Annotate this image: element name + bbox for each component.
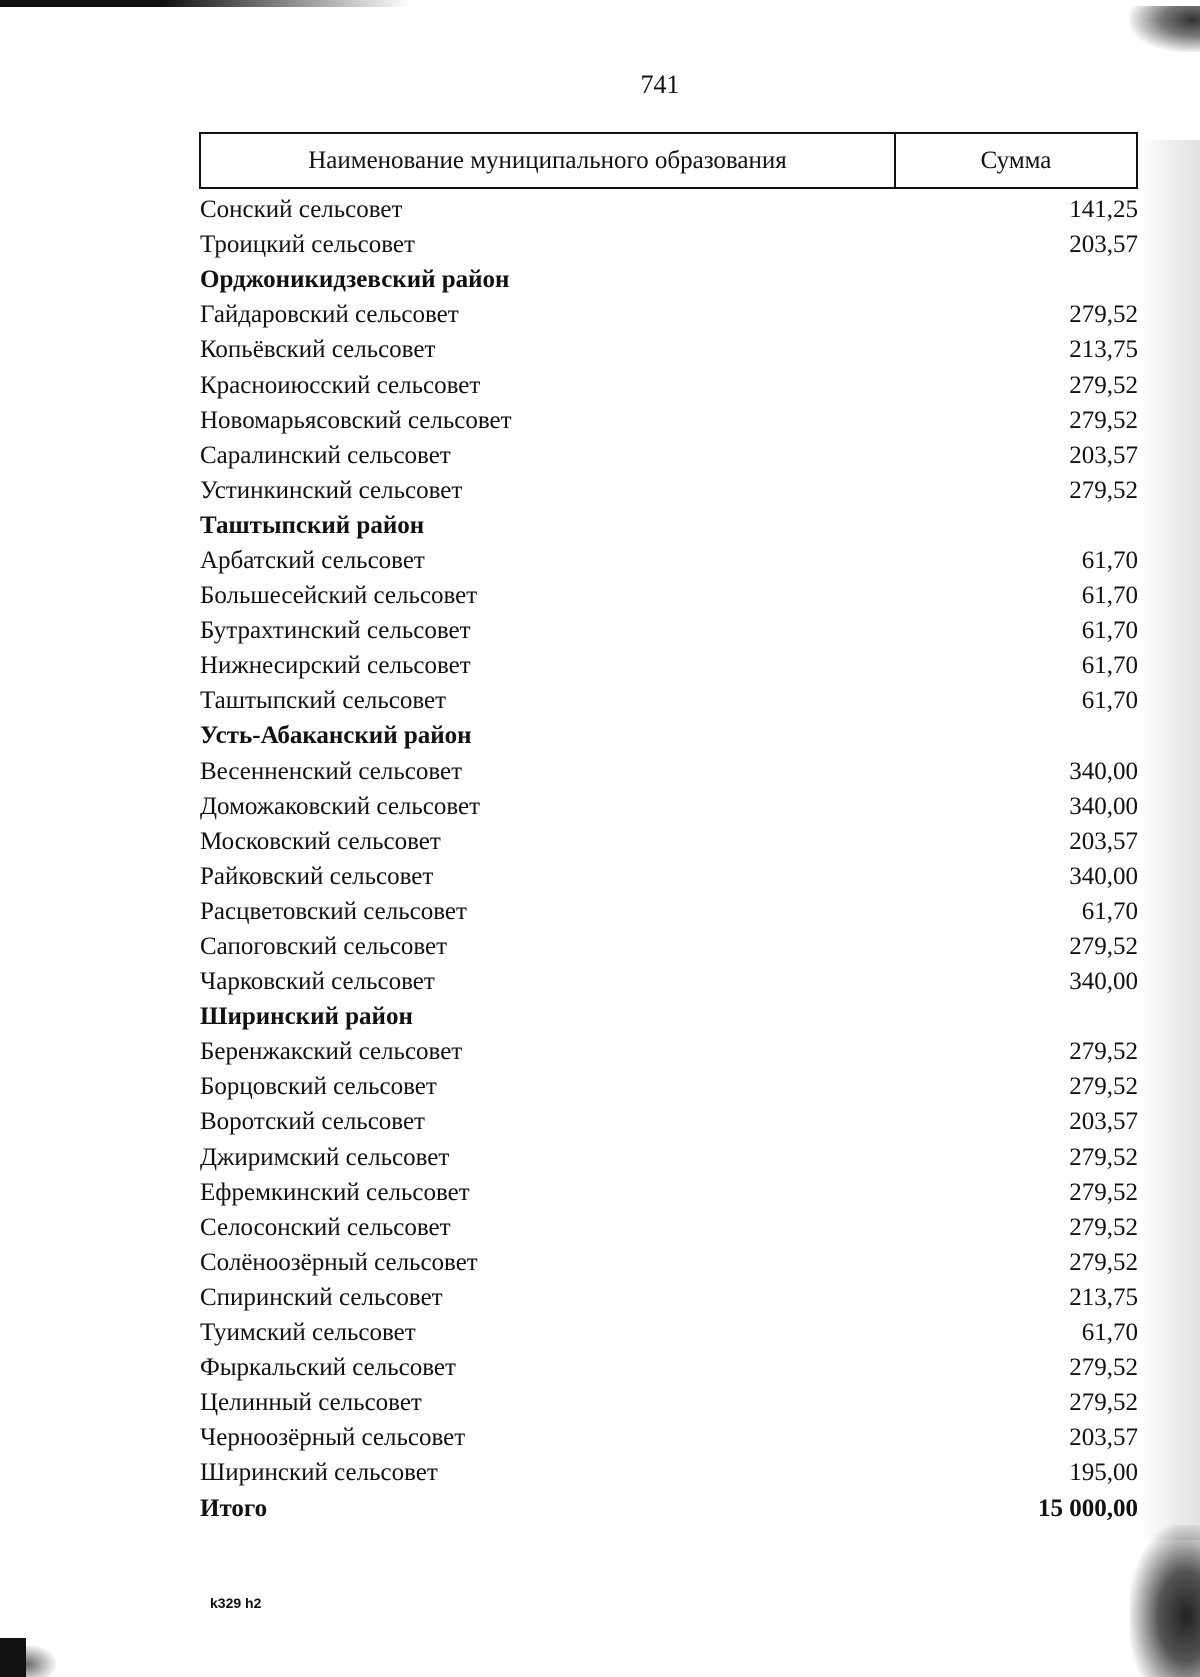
table-row bbox=[200, 438, 1139, 473]
municipality-name: Целинный сельсовет bbox=[200, 1389, 422, 1417]
table-row bbox=[200, 859, 1139, 894]
municipality-name: Фыркальский сельсовет bbox=[200, 1354, 456, 1382]
municipality-name: Борцовский сельсовет bbox=[200, 1073, 437, 1101]
amount-cell: 61,70 bbox=[1081, 1319, 1138, 1347]
table-row bbox=[200, 367, 1139, 402]
table-row bbox=[200, 1280, 1139, 1315]
municipality-name: Селосонский сельсовет bbox=[200, 1213, 451, 1241]
amount-cell: 203,57 bbox=[1069, 1108, 1138, 1136]
table-row bbox=[200, 789, 1139, 824]
district-name: Орджоникидзевский район bbox=[200, 266, 510, 294]
municipality-name: Большесейский сельсовет bbox=[200, 582, 478, 610]
amount-cell: 213,75 bbox=[1069, 1283, 1138, 1311]
table-row bbox=[200, 754, 1139, 789]
municipality-name: Гайдаровский сельсовет bbox=[200, 301, 459, 329]
amount-cell: 203,57 bbox=[1069, 231, 1138, 259]
amount-cell: 340,00 bbox=[1069, 792, 1138, 820]
table-row bbox=[200, 543, 1139, 578]
district-heading-row bbox=[200, 999, 1139, 1034]
table-row bbox=[200, 1245, 1139, 1280]
page-number: 741 bbox=[640, 70, 680, 99]
amount-cell: 61,70 bbox=[1081, 617, 1138, 645]
municipality-name: Спиринский сельсовет bbox=[200, 1283, 443, 1311]
amount-cell: 195,00 bbox=[1069, 1459, 1138, 1487]
municipality-name: Московский сельсовет bbox=[200, 827, 441, 855]
table-row bbox=[200, 964, 1139, 999]
municipality-name: Туимский сельсовет bbox=[200, 1319, 416, 1347]
table-row bbox=[200, 613, 1139, 648]
municipality-name: Ефремкинский сельсовет bbox=[200, 1178, 470, 1206]
municipality-name: Таштыпский сельсовет bbox=[200, 687, 446, 715]
district-name: Усть-Абаканский район bbox=[200, 722, 472, 750]
amount-cell: 61,70 bbox=[1081, 652, 1138, 680]
amount-cell: 279,52 bbox=[1069, 1354, 1138, 1382]
district-heading-row bbox=[200, 262, 1139, 297]
table-row bbox=[200, 332, 1139, 367]
district-name: Таштыпский район bbox=[200, 511, 425, 539]
district-name: Ширинский район bbox=[200, 1003, 413, 1031]
table-row bbox=[200, 1034, 1139, 1069]
table-row bbox=[200, 192, 1139, 227]
total-amount: 15 000,00 bbox=[1038, 1494, 1138, 1522]
amount-cell: 213,75 bbox=[1069, 336, 1138, 364]
municipality-name: Райковский сельсовет bbox=[200, 862, 434, 890]
table-row bbox=[200, 1315, 1139, 1350]
table-row bbox=[200, 403, 1139, 438]
municipality-name: Расцветовский сельсовет bbox=[200, 897, 467, 925]
table-body bbox=[200, 192, 1139, 1526]
scan-artifact-top-bar bbox=[0, 0, 410, 7]
municipality-name: Солёноозёрный сельсовет bbox=[200, 1248, 478, 1276]
municipality-name: Новомарьясовский сельсовет bbox=[200, 406, 512, 434]
municipality-name: Воротский сельсовет bbox=[200, 1108, 425, 1136]
municipality-name: Доможаковский сельсовет bbox=[200, 792, 481, 820]
amount-cell: 340,00 bbox=[1069, 862, 1138, 890]
table-row bbox=[200, 1175, 1139, 1210]
amount-cell: 279,52 bbox=[1069, 371, 1138, 399]
municipality-name: Саралинский сельсовет bbox=[200, 441, 451, 469]
amount-cell: 279,52 bbox=[1069, 1038, 1138, 1066]
table-row bbox=[200, 1104, 1139, 1139]
amount-cell: 279,52 bbox=[1069, 1143, 1138, 1171]
district-heading-row bbox=[200, 508, 1139, 543]
scan-artifact-top-right bbox=[1130, 6, 1200, 52]
total-label: Итого bbox=[200, 1494, 268, 1522]
amount-cell: 279,52 bbox=[1069, 933, 1138, 961]
municipality-name: Чарковский сельсовет bbox=[200, 968, 435, 996]
municipality-name: Ширинский сельсовет bbox=[200, 1459, 438, 1487]
amount-cell: 279,52 bbox=[1069, 1213, 1138, 1241]
amount-cell: 340,00 bbox=[1069, 968, 1138, 996]
amount-cell: 203,57 bbox=[1069, 441, 1138, 469]
municipality-name: Устинкинский сельсовет bbox=[200, 476, 463, 504]
municipality-name: Копьёвский сельсовет bbox=[200, 336, 436, 364]
district-heading-row bbox=[200, 718, 1139, 753]
amount-cell: 141,25 bbox=[1069, 196, 1138, 224]
table-row bbox=[200, 1140, 1139, 1175]
amount-cell: 279,52 bbox=[1069, 476, 1138, 504]
municipality-name: Троицкий сельсовет bbox=[200, 231, 415, 259]
column-header-name: Наименование муниципального образования bbox=[201, 134, 896, 187]
amount-cell: 279,52 bbox=[1069, 1178, 1138, 1206]
municipality-name: Джиримский сельсовет bbox=[200, 1143, 450, 1171]
table-row bbox=[200, 1420, 1139, 1455]
table-row bbox=[200, 1210, 1139, 1245]
municipality-name: Сапоговский сельсовет bbox=[200, 933, 448, 961]
amount-cell: 61,70 bbox=[1081, 546, 1138, 574]
amount-cell: 340,00 bbox=[1069, 757, 1138, 785]
municipality-name: Красноиюсский сельсовет bbox=[200, 371, 481, 399]
scan-artifact-bottom-left-shade bbox=[26, 1645, 56, 1677]
scan-artifact-right-edge bbox=[1140, 140, 1200, 1540]
municipality-name: Весенненский сельсовет bbox=[200, 757, 463, 785]
table-row bbox=[200, 824, 1139, 859]
amount-cell: 61,70 bbox=[1081, 687, 1138, 715]
amount-cell: 61,70 bbox=[1081, 897, 1138, 925]
table-row bbox=[200, 578, 1139, 613]
table-row bbox=[200, 473, 1139, 508]
amount-cell: 279,52 bbox=[1069, 1248, 1138, 1276]
amount-cell: 203,57 bbox=[1069, 1424, 1138, 1452]
table-row bbox=[200, 1455, 1139, 1490]
municipality-name: Бутрахтинский сельсовет bbox=[200, 617, 471, 645]
table-row bbox=[200, 1069, 1139, 1104]
amount-cell: 279,52 bbox=[1069, 1389, 1138, 1417]
municipality-name: Беренжакский сельсовет bbox=[200, 1038, 463, 1066]
scan-artifact-bottom-right bbox=[1130, 1525, 1200, 1677]
amount-cell: 279,52 bbox=[1069, 301, 1138, 329]
document-code: k329 h2 bbox=[210, 1595, 262, 1611]
municipality-name: Сонский сельсовет bbox=[200, 196, 403, 224]
amount-cell: 279,52 bbox=[1069, 1073, 1138, 1101]
table-row bbox=[200, 648, 1139, 683]
table-row bbox=[200, 683, 1139, 718]
table-row bbox=[200, 1350, 1139, 1385]
municipality-name: Арбатский сельсовет bbox=[200, 546, 425, 574]
amount-cell: 203,57 bbox=[1069, 827, 1138, 855]
table-row bbox=[200, 894, 1139, 929]
total-row bbox=[200, 1490, 1139, 1525]
table-row bbox=[200, 297, 1139, 332]
amount-cell: 279,52 bbox=[1069, 406, 1138, 434]
table-row bbox=[200, 227, 1139, 262]
column-header-sum: Сумма bbox=[980, 146, 1052, 174]
table-row bbox=[200, 929, 1139, 964]
amount-cell: 61,70 bbox=[1081, 582, 1138, 610]
table-header bbox=[199, 132, 1138, 189]
table-row bbox=[200, 1385, 1139, 1420]
municipality-name: Черноозёрный сельсовет bbox=[200, 1424, 466, 1452]
municipality-name: Нижнесирский сельсовет bbox=[200, 652, 471, 680]
scan-artifact-bottom-left bbox=[0, 1638, 26, 1677]
